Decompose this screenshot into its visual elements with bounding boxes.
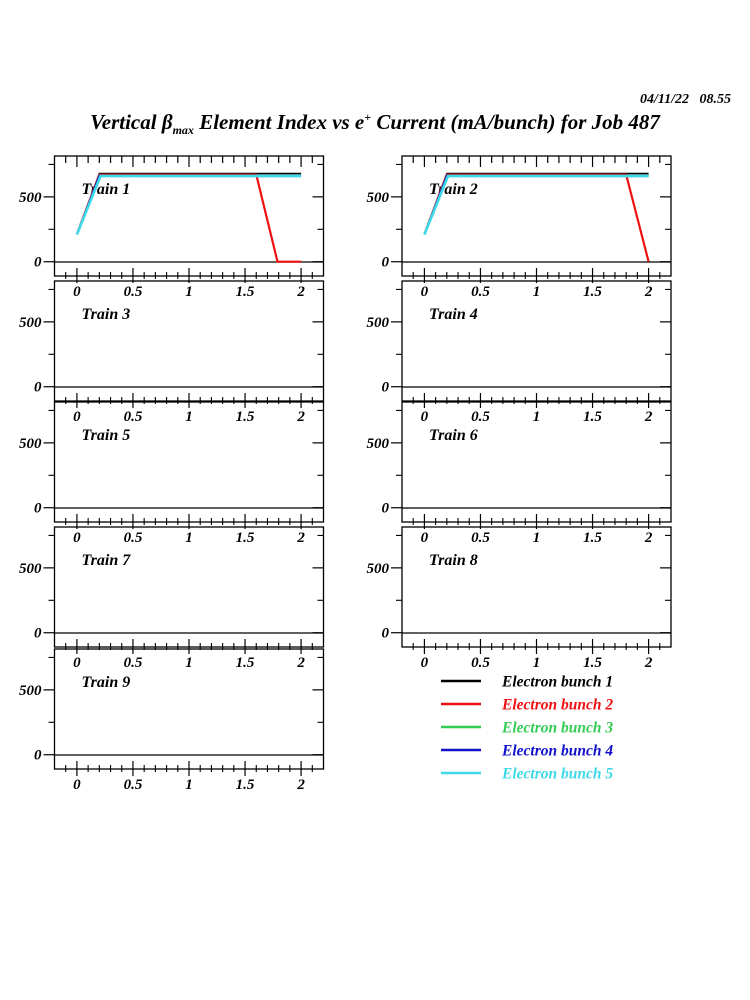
x-tick-label: 1	[532, 284, 541, 300]
y-tick-label: 0	[34, 625, 42, 642]
x-tick-label: 0	[420, 655, 429, 671]
y-tick-label: 0	[34, 254, 42, 271]
x-tick-label: 1.5	[583, 530, 602, 546]
panel-train-3	[19, 281, 324, 425]
y-tick-label: 500	[19, 682, 42, 699]
panel-train-5	[19, 402, 324, 546]
x-tick-label: 1	[185, 530, 193, 546]
x-tick-label: 0	[420, 530, 429, 546]
panel-train-4	[367, 281, 672, 425]
x-tick-label: 0.5	[123, 284, 143, 300]
train-label: Train 6	[429, 427, 478, 444]
y-tick-label: 500	[19, 560, 42, 577]
train-label: Train 3	[81, 306, 131, 323]
x-tick-label: 0.5	[123, 409, 143, 425]
x-tick-label: 0	[73, 530, 81, 546]
panel-train-8	[367, 527, 672, 671]
train-label: Train 4	[429, 306, 478, 323]
x-tick-label: 1.5	[583, 655, 602, 671]
x-tick-label: 1.5	[235, 777, 255, 793]
y-tick-label: 500	[366, 560, 389, 577]
panel-train-6	[367, 402, 672, 546]
beta-symbol: β	[161, 110, 173, 134]
x-tick-label: 0.5	[123, 655, 143, 671]
x-tick-label: 1	[185, 777, 193, 793]
panel-train-2	[367, 156, 672, 300]
y-tick-label: 0	[34, 379, 42, 396]
x-tick-label: 0.5	[471, 655, 490, 671]
x-tick-label: 1.5	[235, 409, 255, 425]
y-tick-label: 0	[381, 500, 389, 517]
y-tick-label: 500	[366, 314, 389, 331]
legend-label-1: Electron bunch 1	[502, 673, 614, 691]
x-tick-label: 2	[297, 530, 305, 546]
x-tick-label: 1	[185, 284, 193, 300]
x-tick-label: 0.5	[123, 777, 143, 793]
x-tick-label: 2	[644, 530, 653, 546]
x-tick-label: 2	[297, 655, 305, 671]
x-tick-label: 0.5	[471, 530, 490, 546]
legend	[441, 674, 613, 783]
legend-label-5: Electron bunch 5	[502, 765, 614, 783]
legend-label-4: Electron bunch 4	[502, 742, 614, 760]
plus-superscript: +	[364, 110, 372, 124]
x-tick-label: 2	[297, 409, 305, 425]
y-tick-label: 0	[34, 500, 42, 517]
x-tick-label: 1	[185, 409, 193, 425]
x-tick-label: 1.5	[235, 530, 255, 546]
x-tick-label: 0	[73, 409, 81, 425]
x-tick-label: 0	[73, 284, 81, 300]
title-text-2: Element Index vs e	[193, 110, 365, 134]
title-text-3: Current (mA/bunch) for Job 487	[371, 110, 660, 134]
y-tick-label: 0	[381, 625, 389, 642]
x-tick-label: 1.5	[235, 655, 255, 671]
x-tick-label: 0	[73, 655, 81, 671]
x-tick-label: 0.5	[471, 284, 490, 300]
y-tick-label: 500	[19, 435, 42, 452]
train-label: Train 9	[81, 674, 131, 691]
x-tick-label: 0.5	[123, 530, 143, 546]
train-label: Train 1	[81, 181, 131, 198]
train-label: Train 7	[81, 552, 131, 569]
y-tick-label: 0	[381, 254, 389, 271]
train-label: Train 2	[429, 181, 478, 198]
legend-label-3: Electron bunch 3	[502, 719, 614, 737]
x-tick-label: 1	[532, 409, 541, 425]
title-text-1: Vertical	[90, 110, 162, 134]
x-tick-label: 1.5	[583, 284, 602, 300]
x-tick-label: 2	[644, 655, 653, 671]
x-tick-label: 0	[420, 409, 429, 425]
x-tick-label: 1	[532, 655, 541, 671]
x-tick-label: 1.5	[235, 284, 255, 300]
train-label: Train 8	[429, 552, 478, 569]
train-label: Train 5	[81, 427, 131, 444]
beta-subscript: max	[172, 123, 194, 138]
y-tick-label: 0	[381, 379, 389, 396]
y-tick-label: 0	[34, 747, 42, 764]
x-tick-label: 0	[420, 284, 429, 300]
x-tick-label: 1	[185, 655, 193, 671]
legend-label-2: Electron bunch 2	[502, 696, 614, 714]
panel-train-1	[19, 156, 324, 300]
y-tick-label: 500	[366, 435, 389, 452]
x-tick-label: 2	[644, 409, 653, 425]
y-tick-label: 500	[19, 189, 42, 206]
y-tick-label: 500	[19, 314, 42, 331]
timestamp: 04/11/22 08.55	[639, 92, 731, 107]
x-tick-label: 2	[297, 777, 305, 793]
x-tick-label: 1	[532, 530, 541, 546]
panel-train-9	[19, 649, 324, 793]
x-tick-label: 2	[644, 284, 653, 300]
y-tick-label: 500	[366, 189, 389, 206]
x-tick-label: 0	[73, 777, 81, 793]
x-tick-label: 1.5	[583, 409, 602, 425]
x-tick-label: 2	[297, 284, 305, 300]
x-tick-label: 0.5	[471, 409, 490, 425]
